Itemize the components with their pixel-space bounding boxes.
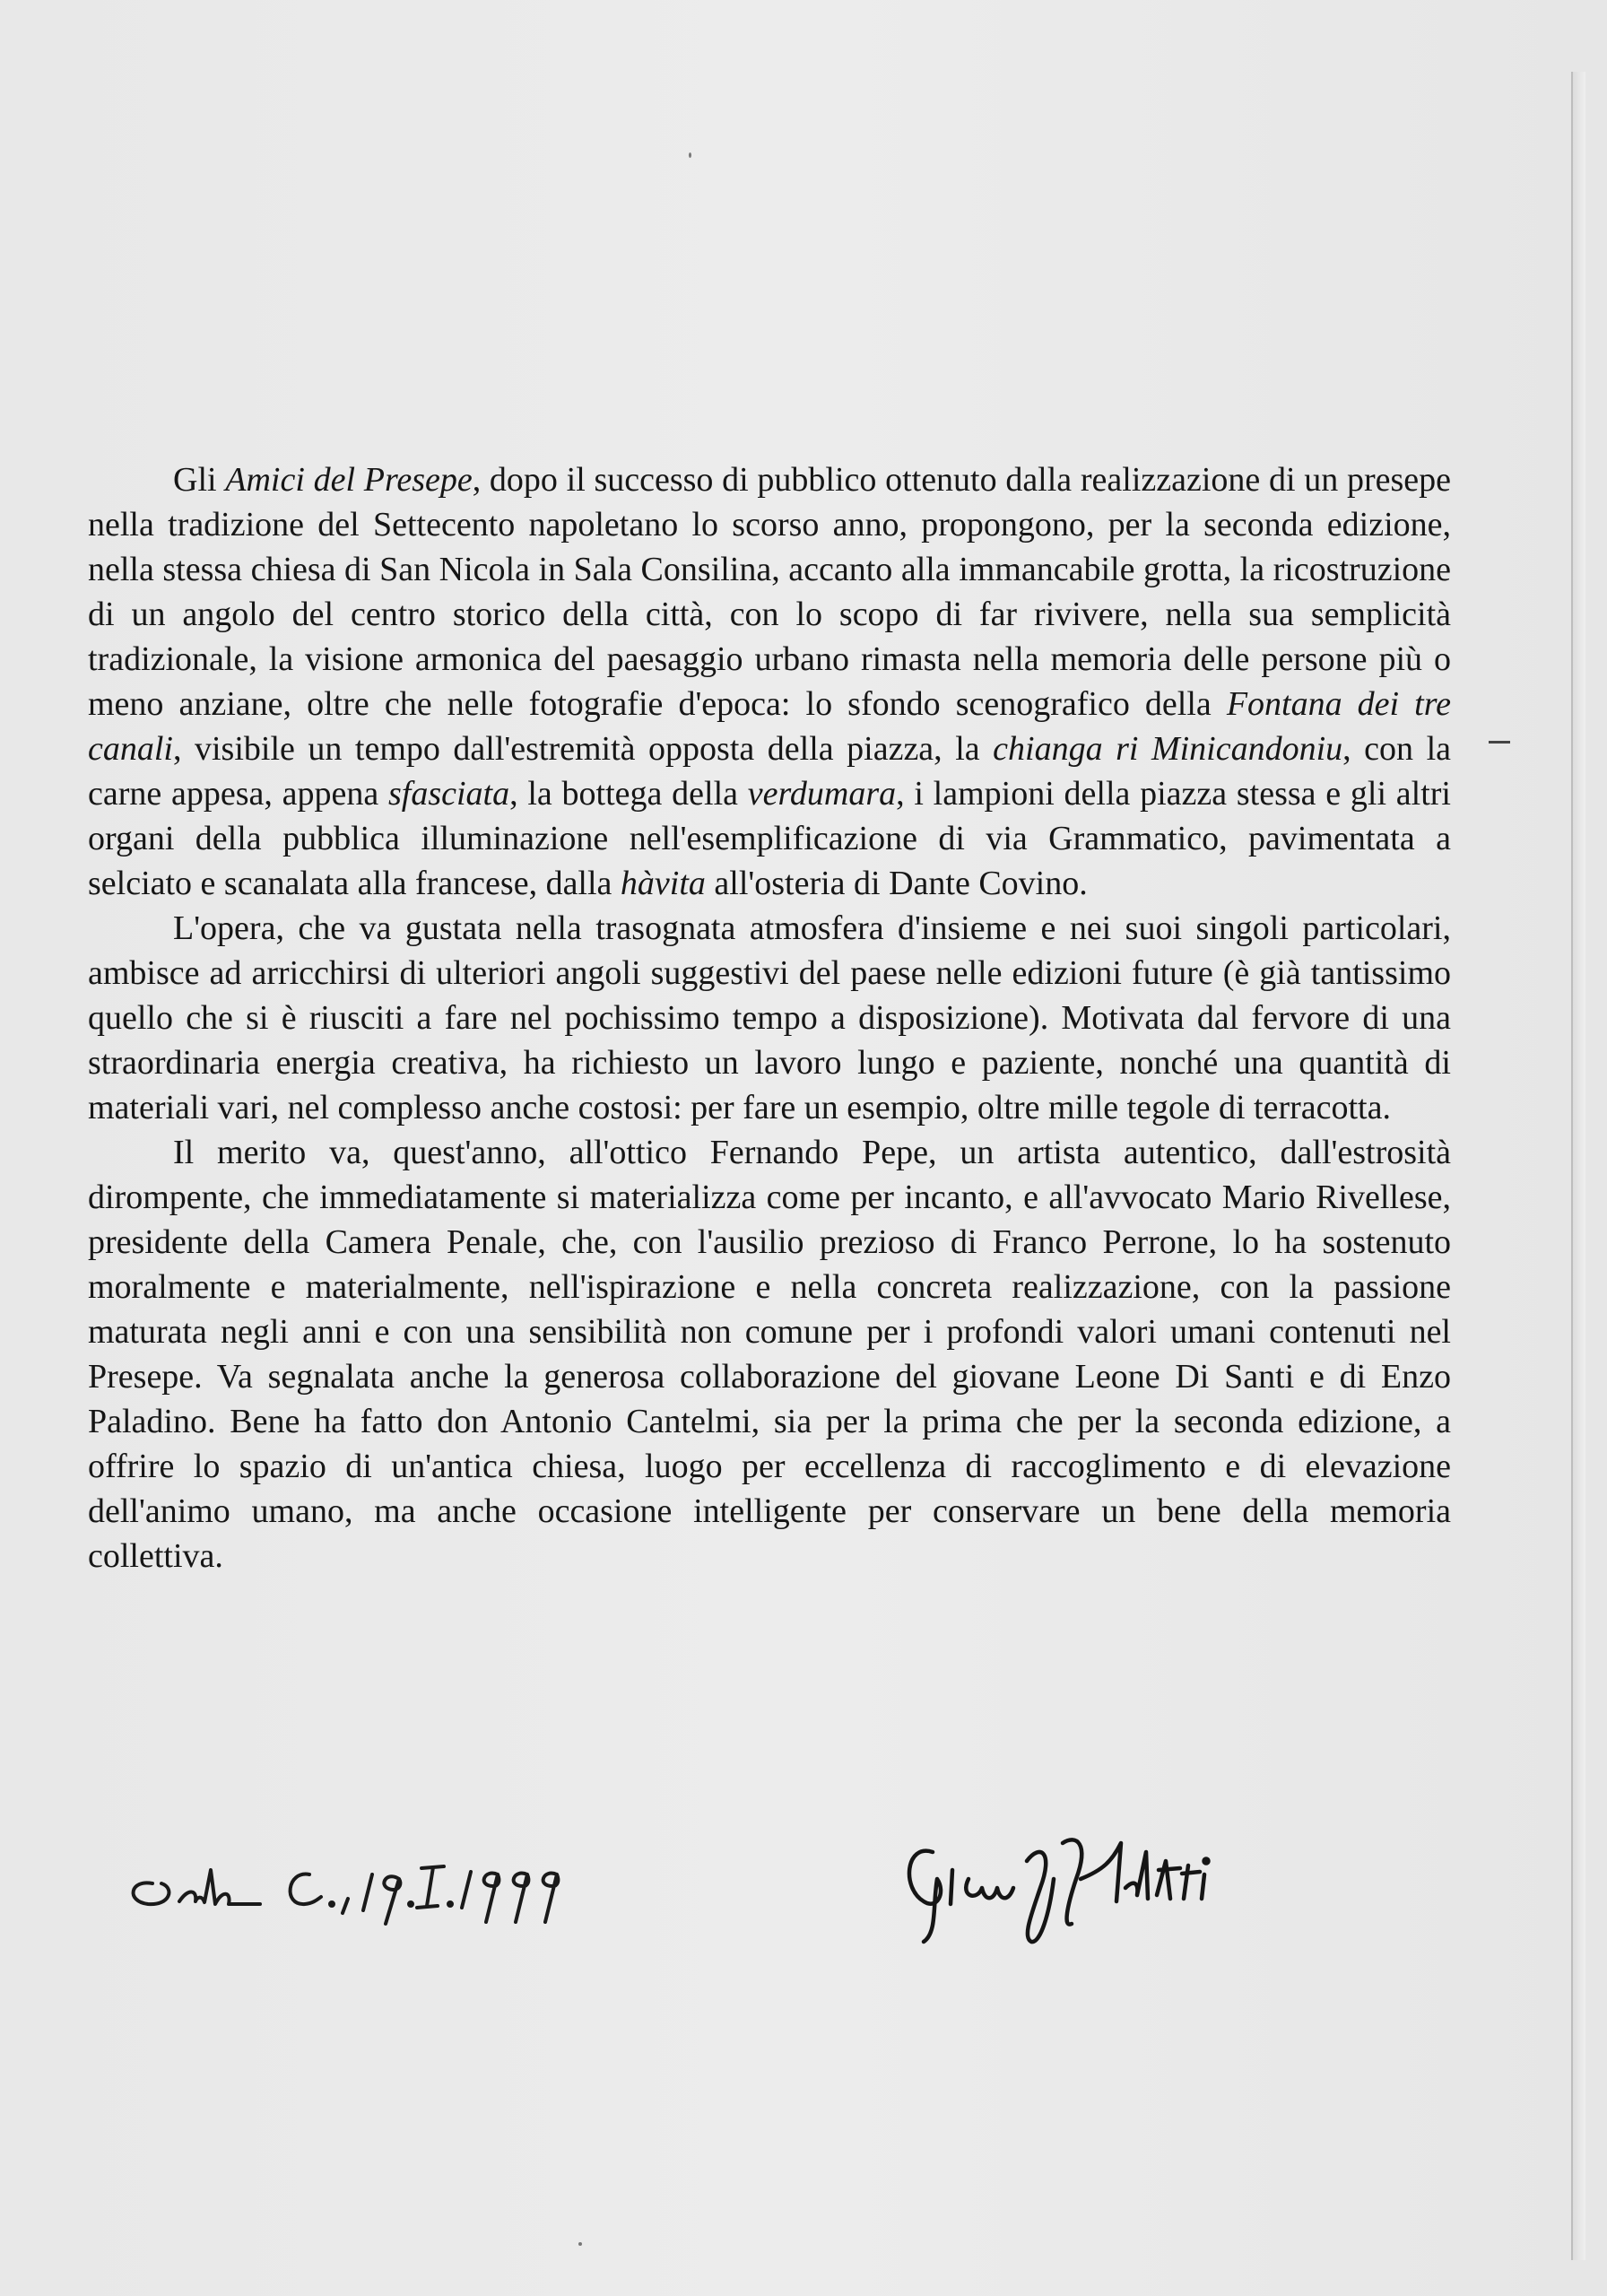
- handwritten-place-date: [126, 1834, 628, 1933]
- sfasciata-word: sfasciata: [388, 775, 510, 813]
- text-run: all'osteria di Dante Covino.: [705, 865, 1088, 902]
- handwritten-signature: [897, 1816, 1309, 1951]
- dust-speck: [689, 152, 691, 158]
- havita-word: hàvita: [620, 865, 706, 902]
- page-edge: [1571, 72, 1585, 2260]
- verdumara-word: verdumara: [747, 775, 897, 813]
- text-run: Gli: [173, 461, 226, 499]
- dust-speck: [578, 2242, 582, 2246]
- signature-row: [126, 1816, 1291, 1951]
- margin-mark: [1489, 741, 1510, 744]
- paragraph-3: Il merito va, quest'anno, all'ottico Fernando Pepe, un artista autentico, dall'estrosità dirompente, che immediatamente si materializza come per incanto, e all'avvocato Mario Rivellese, presidente della Camera Penale, che, con l'ausilio prezioso di Franco Perrone, lo ha sostenuto moralmente e materialmente, nell'ispirazione e nella concreta realizzazione, con la passione maturata negli anni e con una sensibilità non comune per i profondi valori umani contenuti nel Presepe. Va segnalata anche la generosa collaborazione del giovane Leone Di Santi e di Enzo Paladino. Bene ha fatto don Antonio Cantelmi, sia per la prima che per la seconda edizione, a offrire lo spazio di un'antica chiesa, luogo per eccellenza di raccoglimento e di elevazione dell'animo umano, ma anche occasione intelligente per conservare un bene della memoria collettiva.: [88, 1134, 1451, 1575]
- group-name: Amici del Presepe: [225, 461, 473, 499]
- text-run: , dopo il successo di pubblico ottenuto dalla realizzazione di un presepe nella tradizione del Settecento napoletano lo scorso anno, propongono, per la seconda edizione, nella stessa chiesa di San Nicola in Sala Consilina, accanto alla immancabile grotta, la ricostruzione di un angolo del centro storico della città, con lo scopo di far rivivere, nella sua semplicità tradizionale, la visione armonica del paesaggio urbano rimasta nella memoria delle persone più o meno anziane, oltre che nelle fotografie d'epoca: lo sfondo scenografico della: [88, 461, 1451, 723]
- text-run: , con la carne appesa, appena: [88, 730, 1451, 813]
- chianga-name: chianga ri Minicandoniu: [993, 730, 1343, 768]
- text-run: , visibile un tempo dall'estremità opposta della piazza, la: [172, 730, 994, 768]
- paragraph-2: L'opera, che va gustata nella trasognata atmosfera d'insieme e nei suoi singoli particolari, ambisce ad arricchirsi di ulteriori angoli suggestivi del paese nelle edizioni future (è già tantissimo quello che si è riusciti a fare nel pochissimo tempo a disposizione). Motivata dal fervore di una straordinaria energia creativa, ha richiesto un lavoro lungo e paziente, nonché una quantità di materiali vari, nel complesso anche costosi: per fare un esempio, oltre mille tegole di terracotta.: [88, 909, 1451, 1126]
- fontana-name: Fontana dei tre canali: [88, 685, 1451, 768]
- letter-body: [88, 457, 1451, 1578]
- text-run: , i lampioni della piazza stessa e gli altri organi della pubblica illuminazione nell'esemplificazione di via Grammatico, pavimentata a selciato e scanalata alla francese, dalla: [88, 775, 1451, 902]
- paragraph-1: [88, 457, 1451, 906]
- text-run: , la bottega della: [509, 775, 748, 813]
